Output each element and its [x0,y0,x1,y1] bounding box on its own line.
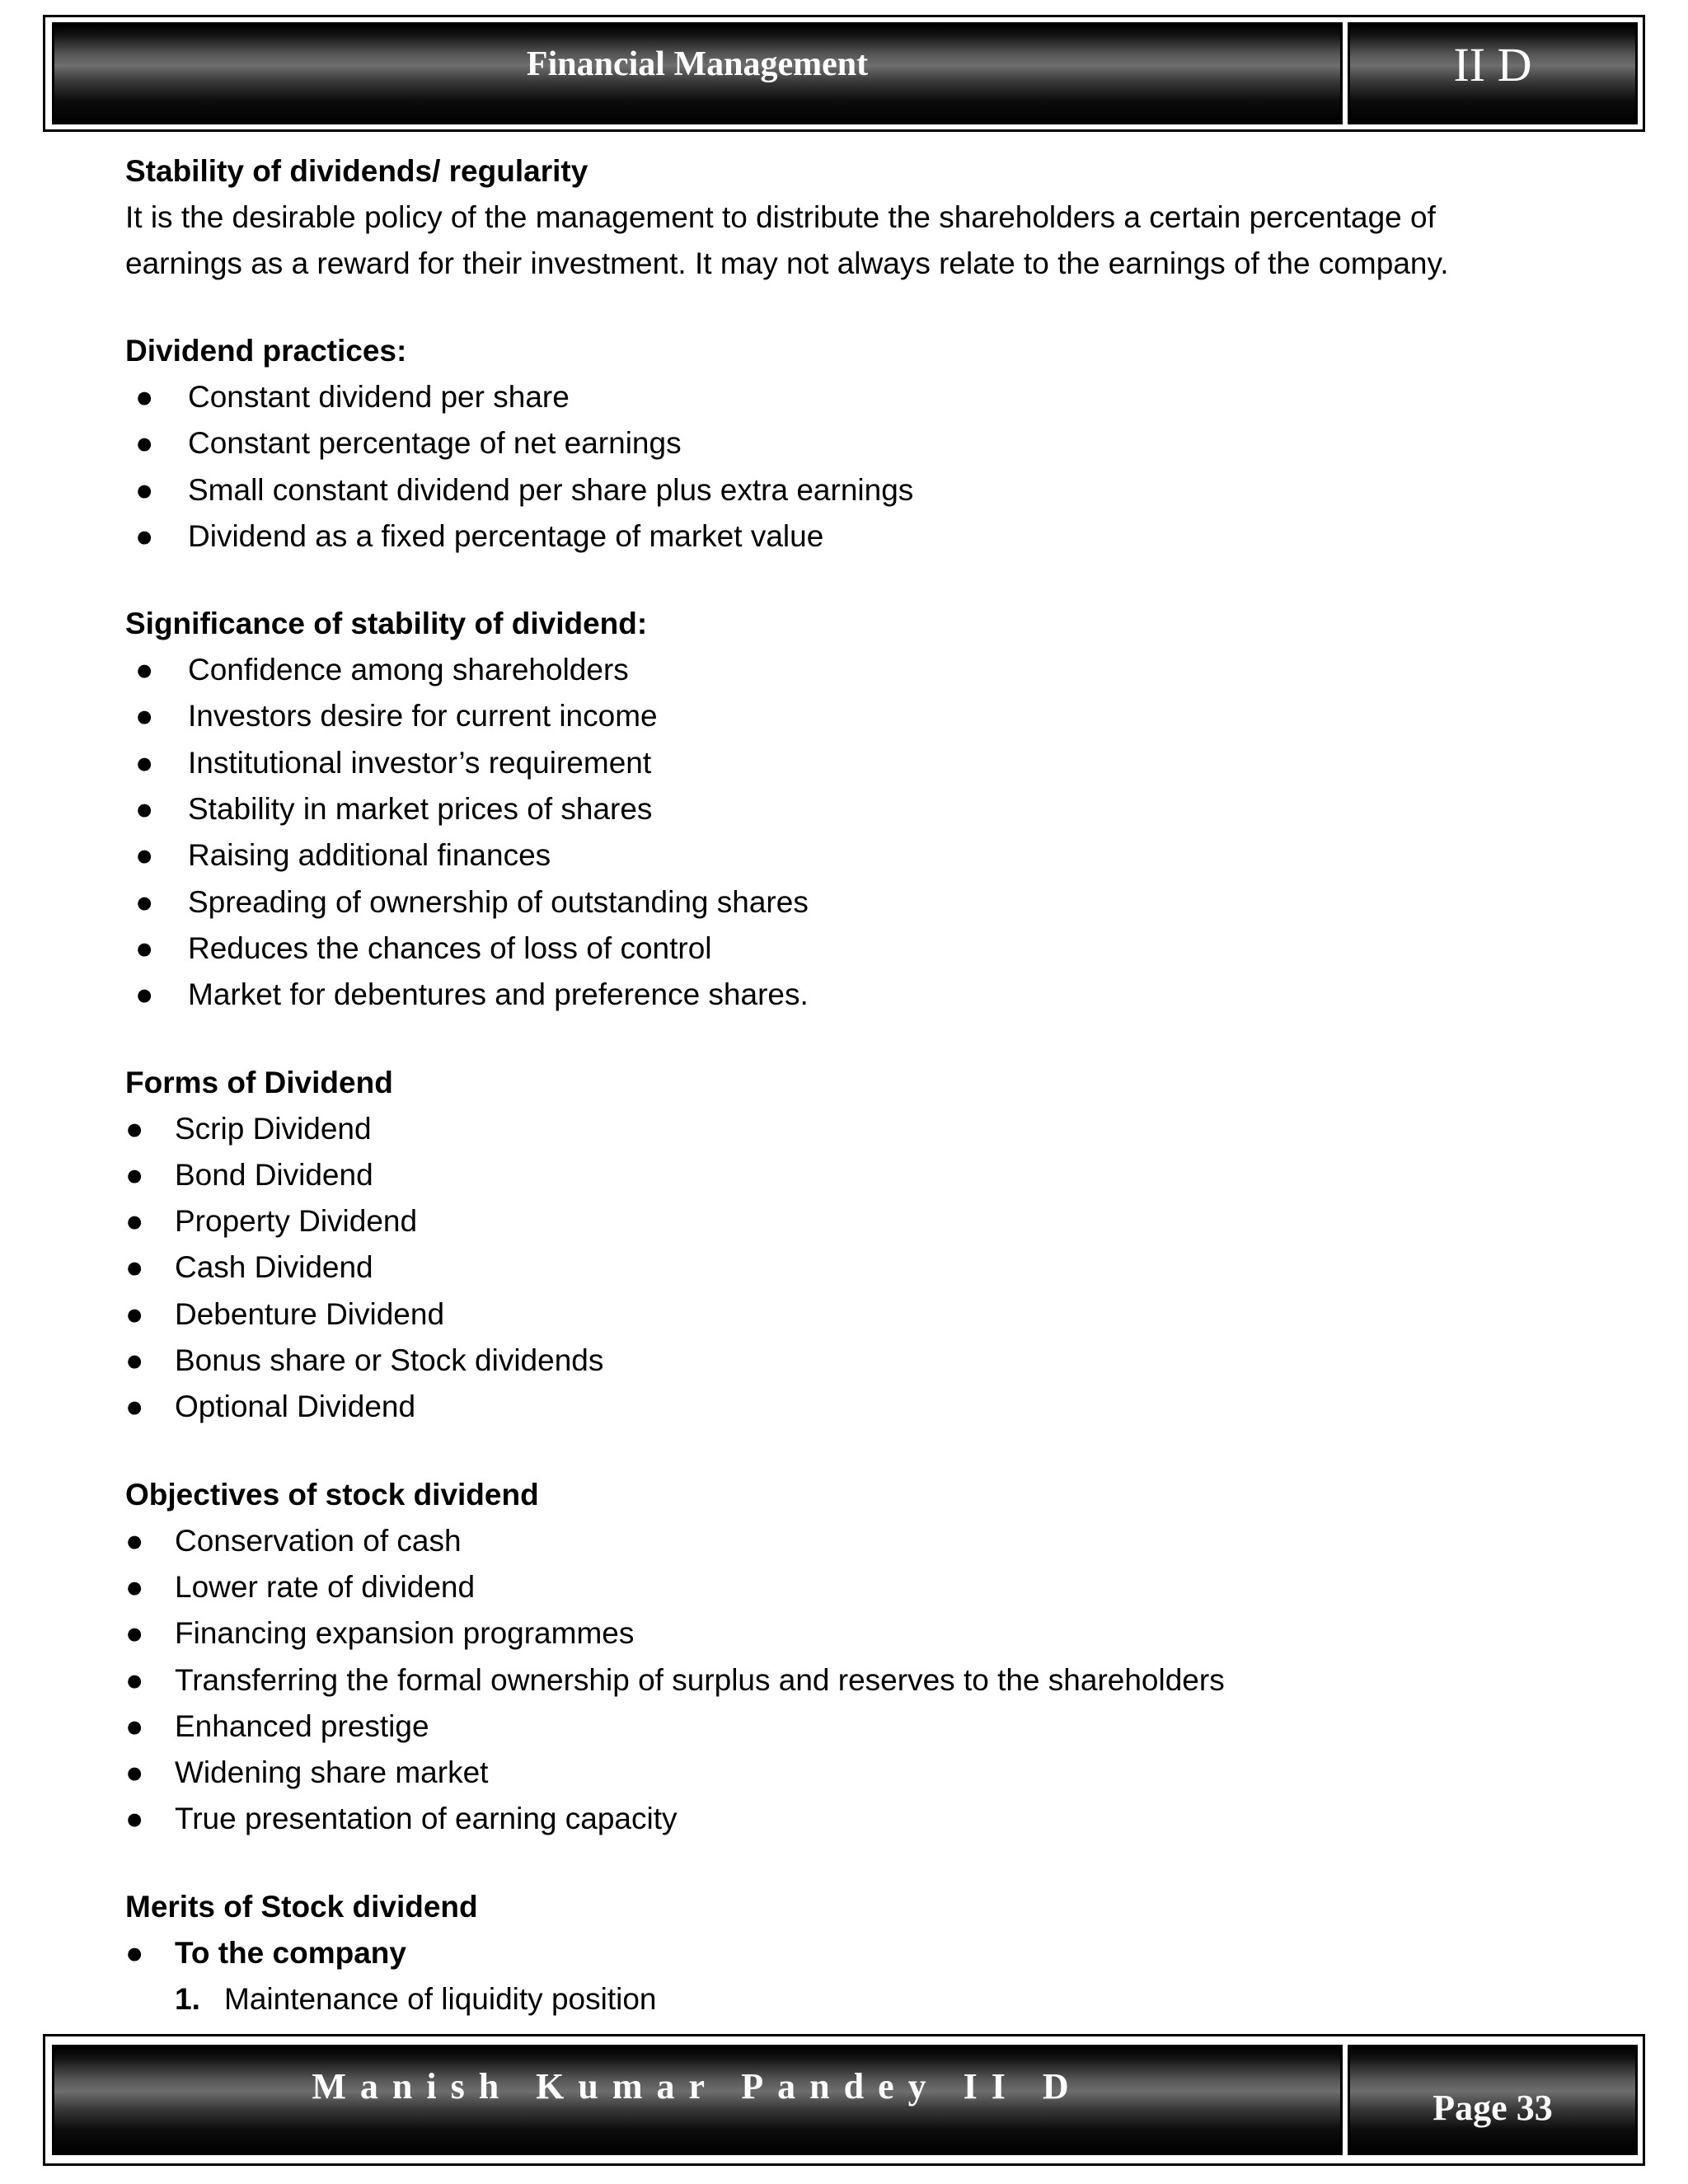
paragraph-line: earnings as a reward for their investment. It may not always relate to the earnings of the company. [125,246,1449,280]
bullet-icon: ● [135,977,154,1012]
list-item: ● Constant percentage of net earnings [125,420,1576,466]
list-item: ● Dividend as a fixed percentage of market value [125,513,1576,560]
section-heading-merits: Merits of Stock dividend [125,1889,478,1924]
bullet-icon: ● [125,1523,144,1558]
list-item: ● Debenture Dividend [125,1291,1576,1338]
bullet-icon: ● [125,1935,144,1970]
list-item: ● True presentation of earning capacity [125,1796,1576,1842]
section-heading-significance: Significance of stability of dividend: [125,607,648,641]
bullet-icon: ● [135,792,154,827]
forms-list [125,1106,1576,1431]
bullet-icon: ● [125,1616,144,1651]
list-item: ● Conservation of cash [125,1518,1576,1564]
document-body [125,148,1576,2022]
list-item: ● Scrip Dividend [125,1106,1576,1152]
bullet-icon: ● [125,1204,144,1239]
list-item: ● Reduces the chances of loss of control [125,926,1576,972]
list-item: ● Optional Dividend [125,1384,1576,1430]
bullet-icon: ● [135,699,154,733]
paragraph-line: It is the desirable policy of the management to distribute the shareholders a certain percentage of [125,200,1436,234]
list-item: ● Spreading of ownership of outstanding shares [125,879,1576,926]
header-title: Financial Management [52,22,1343,124]
bullet-icon: ● [125,1390,144,1424]
bullet-icon: ● [125,1708,144,1743]
bullet-icon: ● [125,1343,144,1378]
list-item: ● Raising additional finances [125,832,1576,879]
list-item: ● Transferring the formal ownership of surplus and reserves to the shareholders [125,1657,1576,1704]
bullet-icon: ● [135,653,154,687]
list-item: ● Market for debentures and preference shares. [125,972,1576,1018]
list-item: ● Widening share market [125,1750,1576,1796]
list-item: ● Stability in market prices of shares [125,786,1576,832]
list-item: ● Enhanced prestige [125,1704,1576,1750]
merits-list [125,1930,1576,1976]
bullet-icon: ● [135,472,154,507]
bullet-icon: ● [135,884,154,919]
item-text: Maintenance of liquidity position [224,1982,657,2017]
numbered-item [125,1976,1576,2022]
bullet-icon: ● [135,380,154,414]
page-header [43,15,1645,132]
bullet-icon: ● [125,1157,144,1192]
list-item: ● Cash Dividend [125,1244,1576,1291]
list-item: ● Small constant dividend per share plus extra earnings [125,467,1576,513]
list-item: ● Bonus share or Stock dividends [125,1338,1576,1384]
section-heading-practices: Dividend practices: [125,334,407,368]
item-number: 1. [175,1982,200,2017]
section-heading-objectives: Objectives of stock dividend [125,1477,539,1511]
bullet-icon: ● [135,745,154,780]
bullet-icon: ● [125,1755,144,1790]
practices-list [125,374,1576,560]
page-footer [43,2034,1645,2166]
list-item: ● Constant dividend per share [125,374,1576,420]
bullet-icon: ● [125,1111,144,1146]
bullet-icon: ● [135,518,154,553]
list-item: ● Institutional investor’s requirement [125,740,1576,786]
list-item: ● Lower rate of dividend [125,1564,1576,1610]
list-item: ● Financing expansion programmes [125,1610,1576,1657]
bullet-icon: ● [135,426,154,461]
list-item: ● Confidence among shareholders [125,647,1576,693]
significance-list [125,647,1576,1018]
bullet-icon: ● [125,1569,144,1604]
list-item: ● Investors desire for current income [125,693,1576,739]
section-heading-stability: Stability of dividends/ regularity [125,154,588,188]
objectives-list [125,1518,1576,1843]
header-tag: II D [1348,22,1638,124]
bullet-icon: ● [135,838,154,873]
bullet-icon: ● [135,930,154,965]
bullet-icon: ● [125,1296,144,1331]
section-heading-forms: Forms of Dividend [125,1065,393,1099]
bullet-icon: ● [125,1662,144,1697]
list-item: ● Bond Dividend [125,1152,1576,1198]
list-item: ● Property Dividend [125,1198,1576,1244]
footer-author: Manish Kumar Pandey II D [52,2045,1343,2155]
bullet-icon: ● [125,1802,144,1836]
list-item: ● To the company [125,1930,1576,1976]
page-number: Page 33 [1348,2045,1638,2155]
bullet-icon: ● [125,1250,144,1285]
